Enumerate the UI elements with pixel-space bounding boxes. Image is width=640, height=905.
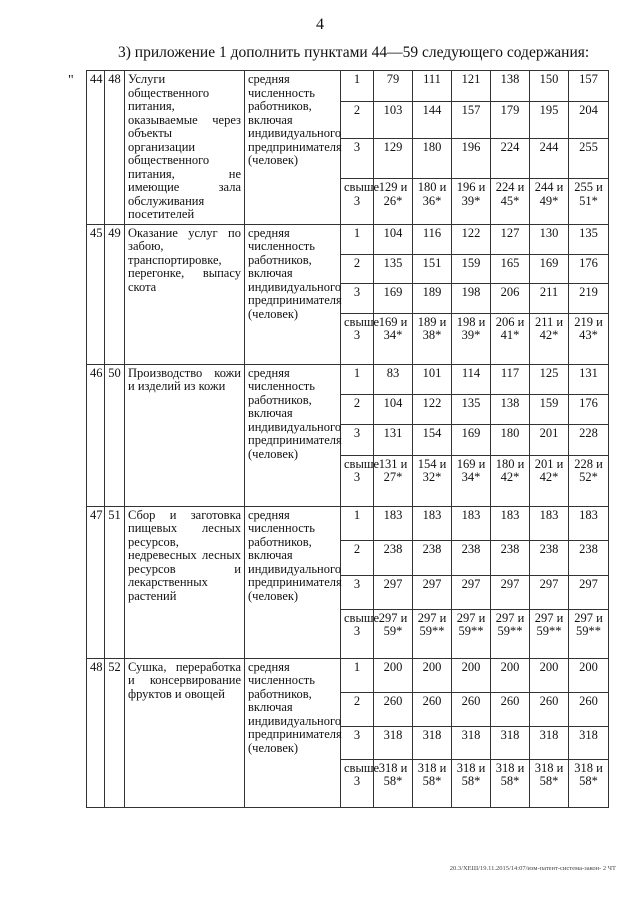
potential-income-value: 201: [530, 424, 569, 455]
potential-income-value: 297 и 59**: [569, 609, 609, 658]
employee-count-label: 3: [341, 575, 374, 609]
service-name: Сбор и заготовка пищевых лесных ресурсов, недревесных лесных ресурсов и лекарственных растений: [125, 506, 245, 658]
item-code: 50: [105, 364, 125, 506]
potential-income-value: 157: [569, 71, 609, 102]
potential-income-value: 159: [530, 394, 569, 424]
potential-income-value: 260: [413, 692, 452, 726]
service-name: Услуги общественного питания, оказываемые через объекты организации общественного питания, не имеющие зала обслуживания посетителей: [125, 71, 245, 225]
potential-income-value: 169: [452, 424, 491, 455]
potential-income-value: 260: [452, 692, 491, 726]
potential-income-value: 238: [491, 540, 530, 575]
potential-income-value: 318: [569, 726, 609, 759]
potential-income-value: 255 и 51*: [569, 179, 609, 224]
potential-income-value: 176: [569, 254, 609, 283]
potential-income-value: 238: [374, 540, 413, 575]
potential-income-value: 238: [530, 540, 569, 575]
potential-income-value: 297 и 59**: [491, 609, 530, 658]
employee-count-label: 3: [341, 726, 374, 759]
potential-income-value: 318 и 58*: [374, 759, 413, 807]
potential-income-value: 318 и 58*: [452, 759, 491, 807]
potential-income-value: 179: [491, 102, 530, 139]
potential-income-value: 318: [491, 726, 530, 759]
potential-income-value: 138: [491, 394, 530, 424]
employee-count-label: 2: [341, 254, 374, 283]
table-row: [87, 658, 609, 692]
potential-income-value: 169 и 34*: [452, 455, 491, 506]
potential-income-value: 169 и 34*: [374, 313, 413, 364]
potential-income-value: 169: [374, 283, 413, 313]
potential-income-value: 183: [569, 506, 609, 540]
potential-income-value: 131: [569, 364, 609, 394]
potential-income-value: 297: [491, 575, 530, 609]
item-number: 44: [87, 71, 105, 225]
potential-income-value: 200: [452, 658, 491, 692]
potential-income-value: 200: [374, 658, 413, 692]
potential-income-value: 189: [413, 283, 452, 313]
potential-income-value: 157: [452, 102, 491, 139]
potential-income-value: 318: [452, 726, 491, 759]
potential-income-value: 130: [530, 224, 569, 254]
potential-income-value: 198 и 39*: [452, 313, 491, 364]
potential-income-value: 117: [491, 364, 530, 394]
potential-income-value: 189 и 38*: [413, 313, 452, 364]
employee-count-label: 3: [341, 424, 374, 455]
employee-count-label: свыше 3: [341, 313, 374, 364]
potential-income-value: 127: [491, 224, 530, 254]
employee-count-label: 1: [341, 658, 374, 692]
footer-file-stamp: 20.3/ХЕШ/19.11.2015/14:07/изм-патент-система-закон- 2 ЧТ: [449, 865, 616, 872]
potential-income-value: 154 и 32*: [413, 455, 452, 506]
potential-income-value: 260: [569, 692, 609, 726]
potential-income-value: 297 и 59*: [374, 609, 413, 658]
potential-income-value: 101: [413, 364, 452, 394]
potential-income-value: 122: [413, 394, 452, 424]
potential-income-value: 150: [530, 71, 569, 102]
potential-income-value: 122: [452, 224, 491, 254]
potential-income-value: 180: [413, 139, 452, 179]
potential-income-value: 200: [413, 658, 452, 692]
item-number: 46: [87, 364, 105, 506]
potential-income-value: 183: [374, 506, 413, 540]
item-code: 49: [105, 224, 125, 364]
potential-income-value: 228: [569, 424, 609, 455]
potential-income-value: 318 и 58*: [413, 759, 452, 807]
employee-count-label: 2: [341, 692, 374, 726]
potential-income-value: 318 и 58*: [491, 759, 530, 807]
opening-quote-mark: ": [68, 73, 74, 88]
potential-income-value: 318 и 58*: [569, 759, 609, 807]
employee-count-label: 1: [341, 71, 374, 102]
potential-income-value: 201 и 42*: [530, 455, 569, 506]
item-number: 47: [87, 506, 105, 658]
potential-income-value: 238: [569, 540, 609, 575]
table-row: [87, 224, 609, 254]
employee-count-label: 2: [341, 102, 374, 139]
document-heading: 3) приложение 1 дополнить пунктами 44—59 следующего содержания:: [118, 44, 590, 61]
potential-income-value: 180: [491, 424, 530, 455]
potential-income-value: 125: [530, 364, 569, 394]
table-body: [87, 71, 609, 808]
potential-income-value: 224 и 45*: [491, 179, 530, 224]
potential-income-value: 200: [569, 658, 609, 692]
potential-income-value: 211 и 42*: [530, 313, 569, 364]
potential-income-value: 103: [374, 102, 413, 139]
potential-income-value: 206 и 41*: [491, 313, 530, 364]
potential-income-value: 297 и 59**: [530, 609, 569, 658]
potential-income-value: 135: [452, 394, 491, 424]
indicator-name: средняя численность работников, включая индивидуального предпринимателя (человек): [245, 71, 341, 225]
employee-count-label: 3: [341, 139, 374, 179]
potential-income-value: 297 и 59**: [452, 609, 491, 658]
potential-income-value: 176: [569, 394, 609, 424]
service-name: Сушка, переработка и консервирование фруктов и овощей: [125, 658, 245, 807]
potential-income-value: 260: [530, 692, 569, 726]
indicator-name: средняя численность работников, включая индивидуального предпринимателя (человек): [245, 658, 341, 807]
item-code: 51: [105, 506, 125, 658]
potential-income-value: 131 и 27*: [374, 455, 413, 506]
potential-income-value: 211: [530, 283, 569, 313]
employee-count-label: 1: [341, 224, 374, 254]
page-number: 4: [316, 16, 324, 33]
potential-income-value: 297: [413, 575, 452, 609]
potential-income-value: 114: [452, 364, 491, 394]
potential-income-value: 206: [491, 283, 530, 313]
potential-income-value: 198: [452, 283, 491, 313]
item-code: 52: [105, 658, 125, 807]
potential-income-value: 154: [413, 424, 452, 455]
potential-income-value: 129: [374, 139, 413, 179]
employee-count-label: свыше 3: [341, 759, 374, 807]
potential-income-value: 200: [491, 658, 530, 692]
potential-income-value: 297: [530, 575, 569, 609]
indicator-name: средняя численность работников, включая индивидуального предпринимателя (человек): [245, 224, 341, 364]
potential-income-value: 228 и 52*: [569, 455, 609, 506]
potential-income-value: 180 и 36*: [413, 179, 452, 224]
potential-income-value: 165: [491, 254, 530, 283]
indicator-name: средняя численность работников, включая индивидуального предпринимателя (человек): [245, 364, 341, 506]
potential-income-value: 116: [413, 224, 452, 254]
potential-income-value: 138: [491, 71, 530, 102]
potential-income-value: 79: [374, 71, 413, 102]
employee-count-label: 2: [341, 540, 374, 575]
item-number: 48: [87, 658, 105, 807]
potential-income-value: 104: [374, 394, 413, 424]
service-name: Производство кожи и изделий из кожи: [125, 364, 245, 506]
employee-count-label: 2: [341, 394, 374, 424]
tariff-table: [86, 70, 609, 808]
potential-income-value: 104: [374, 224, 413, 254]
potential-income-value: 195: [530, 102, 569, 139]
potential-income-value: 180 и 42*: [491, 455, 530, 506]
potential-income-value: 121: [452, 71, 491, 102]
potential-income-value: 183: [452, 506, 491, 540]
potential-income-value: 297: [374, 575, 413, 609]
potential-income-value: 135: [569, 224, 609, 254]
potential-income-value: 83: [374, 364, 413, 394]
potential-income-value: 196: [452, 139, 491, 179]
item-number: 45: [87, 224, 105, 364]
potential-income-value: 238: [413, 540, 452, 575]
potential-income-value: 318 и 58*: [530, 759, 569, 807]
potential-income-value: 200: [530, 658, 569, 692]
employee-count-label: свыше 3: [341, 455, 374, 506]
potential-income-value: 318: [413, 726, 452, 759]
item-code: 48: [105, 71, 125, 225]
potential-income-value: 131: [374, 424, 413, 455]
potential-income-value: 204: [569, 102, 609, 139]
table-row: [87, 506, 609, 540]
potential-income-value: 169: [530, 254, 569, 283]
potential-income-value: 260: [374, 692, 413, 726]
potential-income-value: 318: [374, 726, 413, 759]
potential-income-value: 159: [452, 254, 491, 283]
potential-income-value: 297: [452, 575, 491, 609]
employee-count-label: свыше 3: [341, 609, 374, 658]
potential-income-value: 260: [491, 692, 530, 726]
table-row: [87, 71, 609, 102]
potential-income-value: 318: [530, 726, 569, 759]
employee-count-label: 1: [341, 506, 374, 540]
employee-count-label: 1: [341, 364, 374, 394]
potential-income-value: 297 и 59**: [413, 609, 452, 658]
potential-income-value: 183: [530, 506, 569, 540]
potential-income-value: 244: [530, 139, 569, 179]
potential-income-value: 111: [413, 71, 452, 102]
potential-income-value: 219 и 43*: [569, 313, 609, 364]
potential-income-value: 224: [491, 139, 530, 179]
potential-income-value: 255: [569, 139, 609, 179]
potential-income-value: 297: [569, 575, 609, 609]
potential-income-value: 183: [491, 506, 530, 540]
potential-income-value: 129 и 26*: [374, 179, 413, 224]
indicator-name: средняя численность работников, включая индивидуального предпринимателя (человек): [245, 506, 341, 658]
service-name: Оказание услуг по забою, транспортировке, перегонке, выпасу скота: [125, 224, 245, 364]
potential-income-value: 183: [413, 506, 452, 540]
employee-count-label: свыше 3: [341, 179, 374, 224]
employee-count-label: 3: [341, 283, 374, 313]
potential-income-value: 244 и 49*: [530, 179, 569, 224]
potential-income-value: 196 и 39*: [452, 179, 491, 224]
table-row: [87, 364, 609, 394]
potential-income-value: 135: [374, 254, 413, 283]
potential-income-value: 219: [569, 283, 609, 313]
potential-income-value: 144: [413, 102, 452, 139]
potential-income-value: 151: [413, 254, 452, 283]
potential-income-value: 238: [452, 540, 491, 575]
